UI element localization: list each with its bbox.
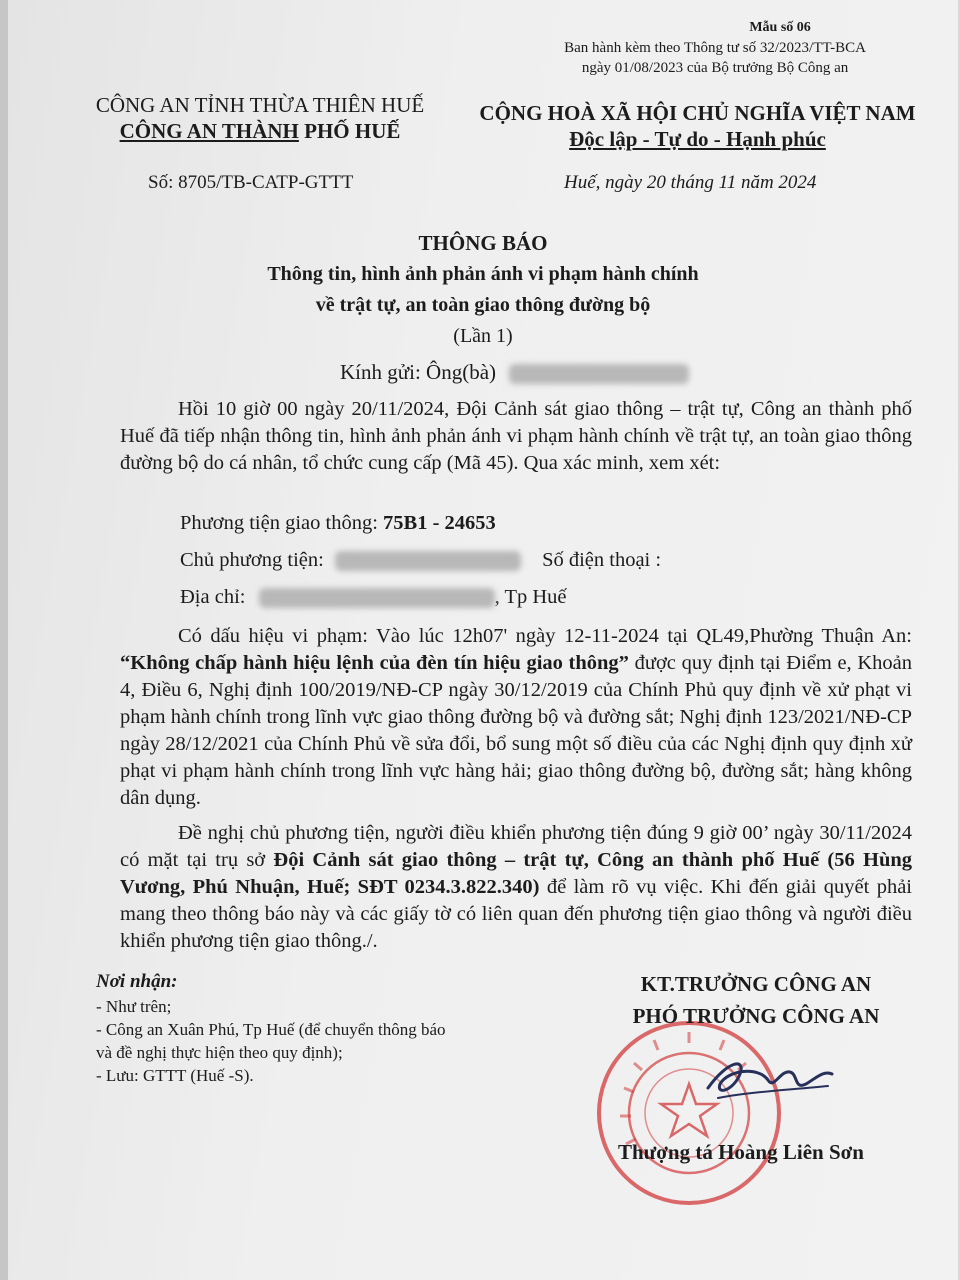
- paragraph-request: [120, 820, 912, 955]
- recipient-item: - Như trên;: [96, 997, 172, 1016]
- address-label: Địa chỉ:: [180, 586, 246, 608]
- notice-subtitle-1: Thông tin, hình ảnh phản ánh vi phạm hành chính: [267, 263, 699, 285]
- request-location: Đội Cảnh sát giao thông – trật tự, Công an thành phố Huế (56 Hùng Vương, Phú Nhuận, Huế; SĐT 0234.3.822.340): [120, 849, 912, 898]
- address-city: , Tp Huế: [494, 586, 567, 608]
- phone-label: Số điện thoại :: [542, 549, 662, 571]
- violation-offense: “Không chấp hành hiệu lệnh của đèn tín hiệu giao thông”: [120, 652, 629, 674]
- form-number: Mẫu số 06: [749, 20, 811, 35]
- recipient-label: Kính gửi: Ông(bà): [340, 360, 497, 384]
- vehicle-label: Phương tiện giao thông:: [180, 512, 378, 534]
- recipient-item: - Công an Xuân Phú, Tp Huế (để chuyển thông báo: [96, 1020, 446, 1039]
- document-number: [148, 172, 353, 194]
- doc-number-label: Số:: [148, 172, 174, 193]
- notice-title: [158, 228, 808, 352]
- nation-name: CỘNG HOÀ XÃ HỘI CHỦ NGHĨA VIỆT NAM: [479, 101, 916, 125]
- agency-name-rest: PHỐ HUẾ: [298, 119, 401, 143]
- license-plate: 75B1 - 24653: [383, 512, 496, 534]
- redacted-owner: [335, 551, 521, 571]
- place-date: Huế, ngày 20 tháng 11 năm 2024: [564, 172, 817, 193]
- notice-subtitle-2: về trật tự, an toàn giao thông đường bộ: [315, 294, 651, 316]
- signature-title-line1: KT.TRƯỞNG CÔNG AN: [640, 972, 872, 996]
- request-rest: để làm rõ vụ việc. Khi đến giải quyết phải mang theo thông báo này và các giấy tờ có liên quan đến phương tiện giao thông và người điều khiển phương tiện giao thông./.: [120, 876, 912, 952]
- address-line: [180, 586, 567, 609]
- nation-header: [470, 100, 925, 152]
- recipient-item: và đề nghị thực hiện theo quy định);: [96, 1043, 343, 1062]
- recipients-heading: Nơi nhận:: [96, 971, 178, 992]
- request-intro: Đề nghị chủ phương tiện, người điều khiển phương tiện đúng 9 giờ 00’ ngày 30/11/2024 có mặt tại trụ sở: [120, 822, 912, 871]
- owner-line: [180, 549, 661, 572]
- signature-title-line2: PHÓ TRƯỞNG CÔNG AN: [632, 1004, 880, 1028]
- notice-heading: THÔNG BÁO: [418, 231, 548, 255]
- agency-header: [80, 92, 440, 144]
- doc-number-value: 8705/TB-CATP-GTTT: [178, 172, 354, 193]
- nation-motto: Độc lập - Tự do - Hạnh phúc: [569, 127, 826, 151]
- recipient-line: [340, 360, 689, 385]
- signature-title: [606, 968, 906, 1032]
- redacted-recipient: [509, 364, 689, 384]
- redacted-address: [259, 588, 495, 608]
- agency-name-underlined: CÔNG AN THÀNH: [119, 119, 299, 143]
- notice-round: (Lần 1): [453, 325, 513, 347]
- paragraph-violation: [120, 623, 912, 812]
- form-reference: [564, 18, 866, 78]
- document-page: [8, 0, 958, 1280]
- agency-name: [80, 118, 440, 144]
- recipients-block: [96, 970, 446, 1087]
- form-issued-line1: Ban hành kèm theo Thông tư số 32/2023/TT-BCA: [564, 40, 866, 56]
- parent-agency: CÔNG AN TỈNH THỪA THIÊN HUẾ: [95, 93, 425, 117]
- recipient-item: - Lưu: GTTT (Huế -S).: [96, 1066, 254, 1085]
- form-issued-line2: ngày 01/08/2023 của Bộ trưởng Bộ Công an: [581, 60, 849, 76]
- violation-intro: Có dấu hiệu vi phạm: Vào lúc 12h07' ngày 12-11-2024 tại QL49,Phường Thuận An:: [178, 625, 912, 647]
- signer-name: Thượng tá Hoàng Liên Sơn: [618, 1140, 864, 1164]
- desk-edge: [0, 0, 8, 1280]
- paragraph-receipt: Hồi 10 giờ 00 ngày 20/11/2024, Đội Cảnh sát giao thông – trật tự, Công an thành phố Huế đã tiếp nhận thông tin, hình ảnh phản ánh vi phạm hành chính về trật tự, an toàn giao thông đường bộ do cá nhân, tổ chức cung cấp (Mã 45). Qua xác minh, xem xét:: [120, 398, 912, 474]
- violation-legal-basis: được quy định tại Điểm e, Khoản 4, Điều 6, Nghị định 100/2019/NĐ-CP ngày 30/12/2019 của Chính Phủ quy định về xử phạt vi phạm hành chính trong lĩnh vực giao thông đường bộ và đường sắt; Nghị định 123/2021/NĐ-CP ngày 28/12/2021 của Chính Phủ về sửa đổi, bổ sung một số điều của các Nghị định quy định xử phạt vi phạm hành chính trong lĩnh vực hàng hải; giao thông đường bộ, đường sắt; hàng không dân dụng.: [120, 652, 912, 809]
- owner-label: Chủ phương tiện:: [180, 549, 324, 571]
- handwritten-signature: [698, 1040, 838, 1110]
- vehicle-line: [180, 512, 496, 535]
